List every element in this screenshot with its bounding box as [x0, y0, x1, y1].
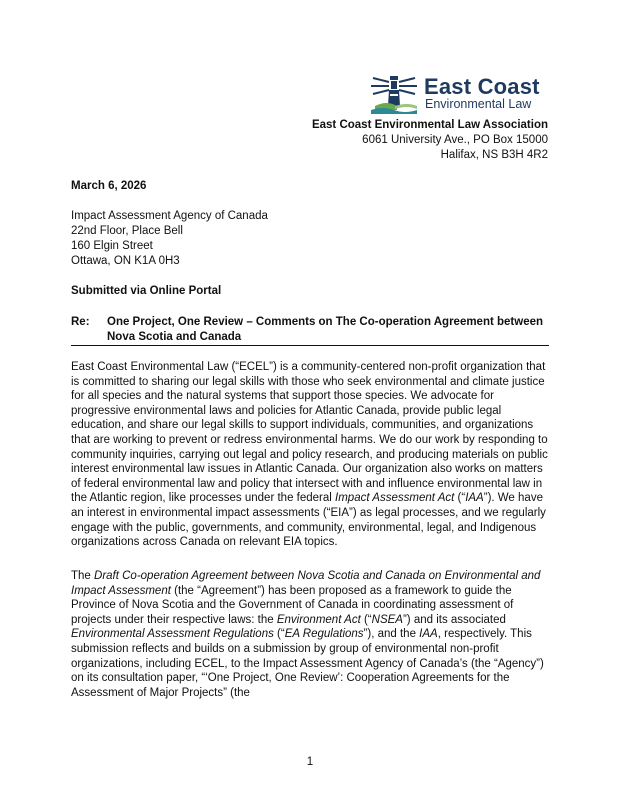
p1-text-a: East Coast Environmental Law (“ECEL”) is a community-centered non-profit organization that is committed to sharing our legal skills with those who seek environmental and climate justice for all species and the natural systems that support those species. We advocate for progressive environmental laws and policies for Atlantic Canada, provide public legal education, and share our legal skills to support individuals, communities, and organizations that are working to prevent or redress environmental harms. We do our work by responding to community inquiries, carrying out legal and policy research, and producing materials on public interest environmental law issues in Atlantic Canada. Our organization also works on matters of federal environmental law and policy that intersect with and influence environmental law in the Atlantic region, like processes under the federal [71, 361, 548, 505]
p2-text-g: ”) and its associated [402, 613, 506, 626]
paragraph-2 [71, 569, 549, 700]
re-label: Re: [71, 316, 90, 328]
p2-italic-environment-act: Environment Act [276, 613, 361, 626]
p2-italic-ea-regulations-title: Environmental Assessment Regulations [71, 628, 274, 641]
p2-text-e: (“ [360, 613, 372, 626]
recipient-block [71, 209, 268, 269]
page-number: 1 [306, 756, 314, 768]
recipient-line-2: 22nd Floor, Place Bell [71, 225, 183, 237]
ecel-logo [367, 72, 549, 116]
p2-italic-iaa: IAA [419, 628, 438, 641]
p2-text-i: (“ [273, 628, 285, 641]
logo-subtitle: Environmental Law [425, 97, 532, 111]
p1-italic-iaa-title: Impact Assessment Act [335, 492, 455, 505]
sender-address-block [312, 118, 548, 163]
org-name: East Coast Environmental Law Association [311, 119, 548, 131]
p2-text-k: ”), and the [363, 628, 420, 641]
re-text: One Project, One Review – Comments on The Co-operation Agreement between Nova Scotia and Canada [107, 316, 544, 343]
p2-italic-nsea: NSEA [371, 613, 403, 626]
p2-text-c: (the “Agreement”) has been proposed as a framework to guide the Province of Nova Scotia and the Government of Canada in coordinating assessment of projects under their respective laws: the [71, 584, 514, 626]
p1-text-e: ”). We have an interest in environmental impact assessments (“EIA”) as legal processes, and we regularly engage with the public, governments, and community, environmental, legal, and Indigenous organizations across Canada on relevant EIA topics. [71, 492, 546, 549]
p1-italic-iaa: IAA [465, 492, 484, 505]
logo-name: East Coast [424, 74, 540, 99]
p2-italic-agreement-title: Draft Co-operation Agreement between Nova Scotia and Canada on Environmental and Impact Assessment [71, 570, 541, 597]
p2-italic-ea-regulations: EA Regulations [284, 628, 364, 641]
p2-text-m: , respectively. This submission reflects and builds on a submission by group of environmental non-profit organizations, including ECEL, to the Impact Assessment Agency of Canada’s (the “Agency”) on its consultation paper, “‘One Project, One Review’: Cooperation Agreements for the Assessment of Major Projects” (the [71, 628, 544, 699]
submission-method: Submitted via Online Portal [71, 285, 222, 297]
subject-divider [71, 345, 549, 346]
letter-date: March 6, 2026 [71, 180, 147, 192]
recipient-line-3: 160 Elgin Street [71, 240, 153, 252]
p1-text-c: (“ [454, 492, 466, 505]
paragraph-1 [71, 360, 549, 550]
address-line-2: Halifax, NS B3H 4R2 [440, 149, 548, 161]
address-line-1: 6061 University Ave., PO Box 15000 [362, 134, 548, 146]
p2-text-a: The [71, 570, 95, 582]
lighthouse-logo-icon [367, 72, 421, 116]
recipient-line-4: Ottawa, ON K1A 0H3 [71, 255, 180, 267]
recipient-line-1: Impact Assessment Agency of Canada [71, 210, 268, 222]
